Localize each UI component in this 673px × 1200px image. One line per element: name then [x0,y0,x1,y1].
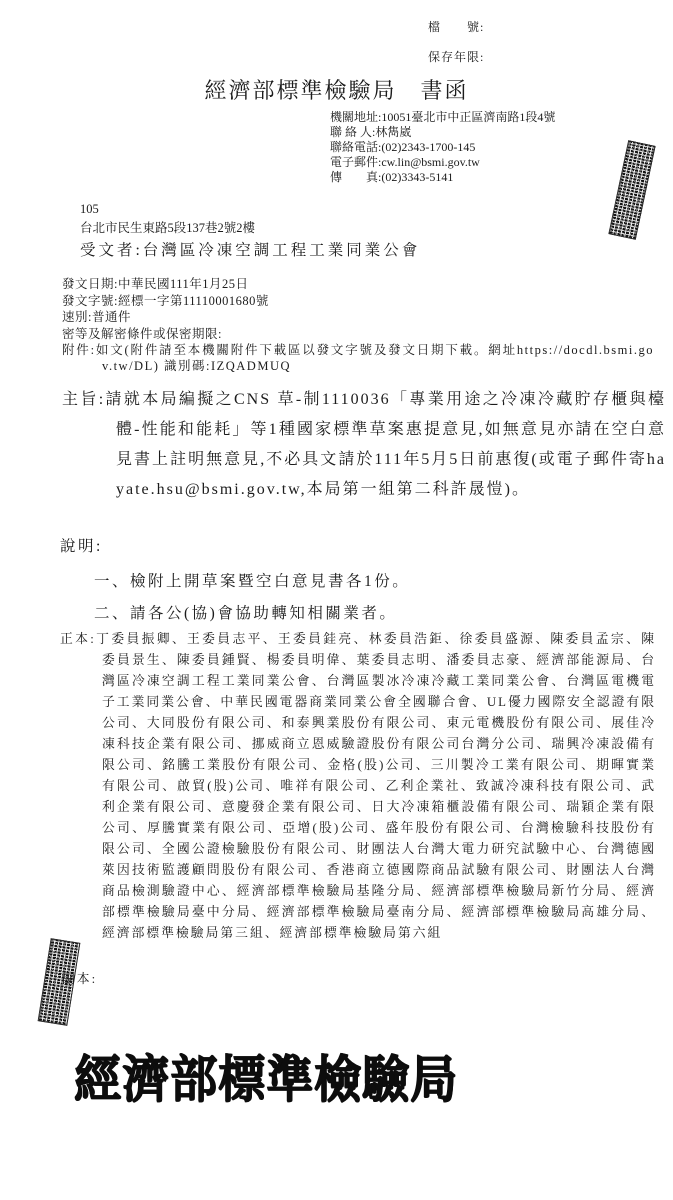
reference-number: 發文字號:經標一字第11110001680號 [62,293,269,308]
explanation-item-1: 一、檢附上開草案暨空白意見書各1份。 [94,573,411,590]
addressee-block [80,200,420,260]
contact-person: 聯 絡 人:林雋崴 [330,125,412,139]
carbon-copy-label: 副本: [62,972,98,986]
issue-date: 發文日期:中華民國111年1月25日 [62,277,249,291]
addressee-line: 受文者:台灣區冷凍空調工程工業同業公會 [80,242,421,259]
subject-line [62,385,666,505]
subject-label: 主旨: [62,391,106,408]
security-classification: 密等及解密條件或保密期限: [62,326,222,341]
security-barcode-stamp-right [608,140,655,240]
contact-email: 電子郵件:cw.lin@bsmi.gov.tw [330,155,480,169]
subject-text: 請就本局編擬之CNS 草-制1110036「專業用途之冷凍冷藏貯存櫃與檯體-性能和能耗」等1種國家標準草案惠提意見,如無意見亦請在空白意見書上註明無意見,不必具文請於111年5月5日前惠復(或電子郵件寄hayate.hsu@bsmi.gov.tw,本局第一組第二科許晟愷)。 [105,391,666,498]
file-number-block [428,20,484,80]
original-recipients-block [60,629,656,944]
addressee-street-address: 台北市民生東路5段137巷2號2樓 [80,221,256,235]
explanation-item-2: 二、請各公(協)會協助轉知相關業者。 [94,605,398,622]
retention-period-label: 保存年限: [428,50,485,64]
explanation-label: 說明: [60,538,103,555]
contact-phone: 聯絡電話:(02)2343-1700-145 [330,140,476,154]
document-title: 經濟部標準檢驗局 書函 [204,78,469,103]
attachment-line [62,343,654,374]
original-copy-label: 正本: [60,632,96,646]
agency-logo-text: 經濟部標準檢驗局 [74,1052,458,1109]
agency-address: 機關地址:10051臺北市中正區濟南路1段4號 [330,110,556,124]
priority-level: 速別:普通件 [62,310,131,324]
addressee-postal-code: 105 [80,202,99,216]
original-recipients-text: 丁委員振卿、王委員志平、王委員銈亮、林委員浩鉅、徐委員盛源、陳委員孟宗、陳委員景生、陳委員鍾賢、楊委員明偉、葉委員志明、潘委員志豪、經濟部能源局、台灣區冷凍空調工程工業同業公會、台灣區製冰冷凍冷藏工業同業公會、台灣區電機電子工業同業公會、中華民國電器商業同業公會全國聯合會、UL優力國際安全認證有限公司、大同股份有限公司、和泰興業股份有限公司、東元電機股份有限公司、展佳冷凍科技企業有限公司、挪威商立恩威驗證股份有限公司台灣分公司、瑞興冷凍設備有限公司、銘騰工業股份有限公司、金格(股)公司、三川製冷工業有限公司、期暉實業有限公司、啟貿(股)公司、唯祥有限公司、乙利企業社、致誠冷凍科技有限公司、武利企業有限公司、意慶發企業有限公司、日大冷凍箱櫃設備有限公司、瑞穎企業有限公司、厚騰實業有限公司、亞增(股)公司、盛年股份有限公司、台灣檢驗科技股份有限公司、全國公證檢驗股份有限公司、財團法人台灣大電力研究試驗中心、台灣德國萊因技術監護顧問股份有限公司、香港商立德國際商品試驗有限公司、財團法人台灣商品檢測驗證中心、經濟部標準檢驗局基隆分局、經濟部標準檢驗局新竹分局、經濟部標準檢驗局臺中分局、經濟部標準檢驗局臺南分局、經濟部標準檢驗局高雄分局、經濟部標準檢驗局第三組、經濟部標準檢驗局第六組 [95,632,657,940]
explanation-section [60,534,410,630]
agency-contact-block [330,110,555,185]
attachment-label: 附件: [62,343,96,357]
file-number-label: 檔 號: [428,20,485,34]
attachment-text: 如文(附件請至本機關附件下載區以發文字號及發文日期下載。網址https://docdl.bsmi.gov.tw/DL) 識別碼:IZQADMUQ [95,343,654,373]
contact-fax: 傳 真:(02)3343-5141 [330,170,454,184]
document-meta-block [62,276,269,342]
